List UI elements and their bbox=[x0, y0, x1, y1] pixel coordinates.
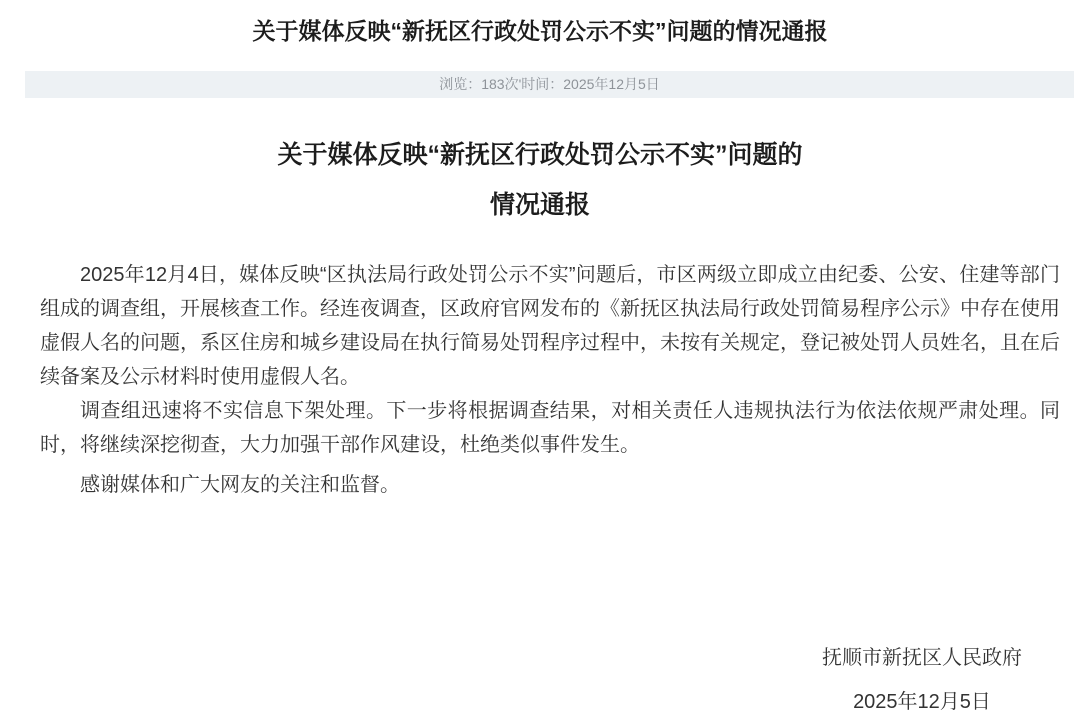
signature-block bbox=[822, 636, 1022, 724]
paragraph-3: 感谢媒体和广大网友的关注和监督。 bbox=[80, 474, 400, 496]
article-heading bbox=[0, 130, 1080, 230]
paragraph-2: 调查组迅速将不实信息下架处理。下一步将根据调查结果，对相关责任人违规执法行为依法依规严肃处理。同时，将继续深挖彻查，大力加强干部作风建设，杜绝类似事件发生。 bbox=[40, 400, 1060, 456]
view-count: 浏览：183次 bbox=[439, 76, 519, 92]
signature-date: 2025年12月5日 bbox=[853, 691, 991, 713]
publish-date: 时间：2025年12月5日 bbox=[521, 76, 660, 92]
article-heading-line1: 关于媒体反映“新抚区行政处罚公示不实”问题的 bbox=[277, 141, 803, 169]
paragraph-1: 2025年12月4日，媒体反映“区执法局行政处罚公示不实”问题后，市区两级立即成立由纪委、公安、住建等部门组成的调查组，开展核查工作。经连夜调查，区政府官网发布的《新抚区执法局行政处罚简易程序公示》中存在使用虚假人名的问题，系区住房和城乡建设局在执行简易处罚程序过程中，未按有关规定，登记被处罚人员姓名，且在后续备案及公示材料时使用虚假人名。 bbox=[40, 264, 1060, 388]
article-heading-line2: 情况通报 bbox=[489, 191, 590, 219]
signature-issuer: 抚顺市新抚区人民政府 bbox=[822, 647, 1022, 669]
meta-bar bbox=[25, 71, 1074, 98]
meta-separator: ' bbox=[518, 76, 522, 92]
article-body bbox=[0, 130, 1080, 724]
page-title: 关于媒体反映“新抚区行政处罚公示不实”问题的情况通报 bbox=[252, 18, 828, 44]
